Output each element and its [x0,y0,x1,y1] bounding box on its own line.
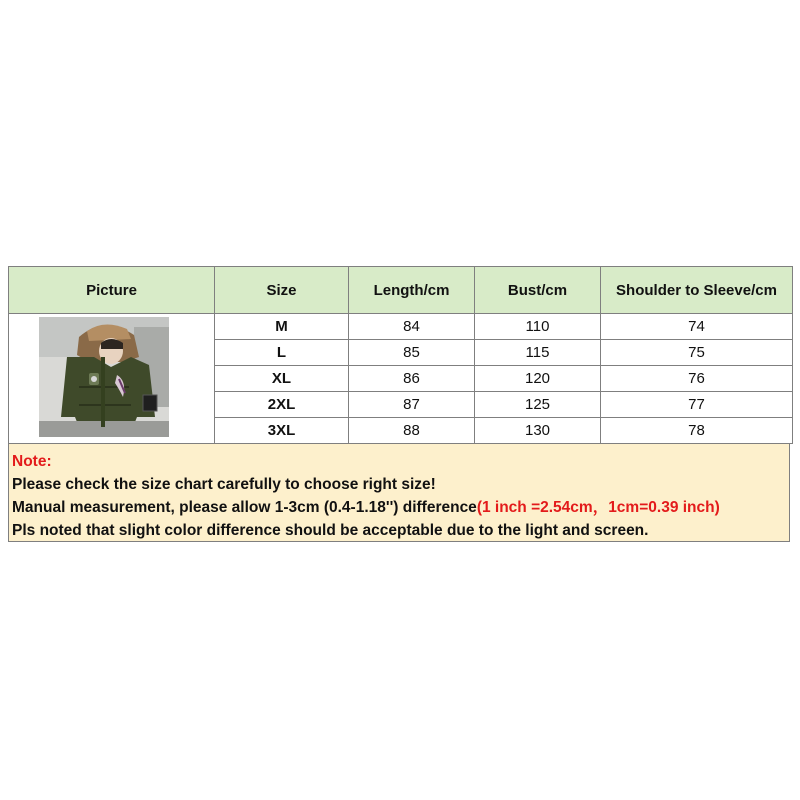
shoulder-to-sleeve-cell: 75 [601,340,793,366]
length-cell: 87 [349,392,475,418]
bust-cell: 115 [475,340,601,366]
note-line-1: Please check the size chart carefully to choose right size! [12,476,436,493]
table-row [9,314,793,340]
product-picture-cell [9,314,215,444]
note-line-2 [12,496,789,519]
note-line-3: Pls noted that slight color difference should be acceptable due to the light and screen. [12,522,649,539]
header-picture: Picture [9,267,215,314]
size-cell: M [215,314,349,340]
note-line-2-conversion: (1 inch =2.54cm，1cm=0.39 inch) [476,499,720,516]
notes-box [8,443,790,542]
header-row [9,267,793,314]
header-shoulder-to-sleeve: Shoulder to Sleeve/cm [601,267,793,314]
bust-cell: 120 [475,366,601,392]
length-cell: 84 [349,314,475,340]
bust-cell: 110 [475,314,601,340]
length-cell: 88 [349,418,475,444]
size-cell: 2XL [215,392,349,418]
size-chart [8,266,792,543]
size-table [8,266,793,444]
shoulder-to-sleeve-cell: 76 [601,366,793,392]
size-cell: XL [215,366,349,392]
shoulder-to-sleeve-cell: 78 [601,418,793,444]
size-cell: L [215,340,349,366]
header-length: Length/cm [349,267,475,314]
bust-cell: 130 [475,418,601,444]
size-cell: 3XL [215,418,349,444]
length-cell: 86 [349,366,475,392]
shoulder-to-sleeve-cell: 77 [601,392,793,418]
note-title: Note: [12,453,52,470]
bust-cell: 125 [475,392,601,418]
green-hooded-parka-photo [39,317,169,437]
length-cell: 85 [349,340,475,366]
header-bust: Bust/cm [475,267,601,314]
note-line-2-main: Manual measurement, please allow 1-3cm (0.4-1.18'') difference [12,499,477,516]
shoulder-to-sleeve-cell: 74 [601,314,793,340]
header-size: Size [215,267,349,314]
